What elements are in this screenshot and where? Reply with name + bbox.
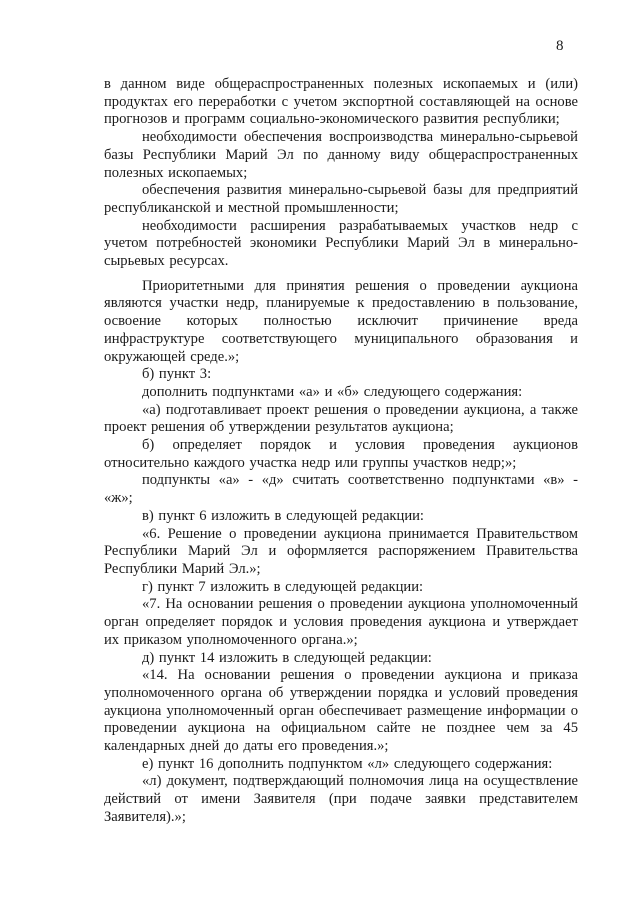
paragraph-16: «14. На основании решения о проведении аукциона и приказа уполномоченного органа об утверждении порядка и условий проведения аукциона уполномоченный орган обеспечивает размещение информации о проведении аукциона на официальном сайте не позднее чем за 45 календарных дней до даты его проведения.»; bbox=[104, 667, 578, 755]
paragraph-7: дополнить подпунктами «а» и «б» следующего содержания: bbox=[142, 383, 523, 400]
paragraph-8: «а) подготавливает проект решения о проведении аукциона, а также проект решения об утверждении результатов аукциона; bbox=[104, 401, 578, 436]
paragraph-3: обеспечения развития минерально-сырьевой базы для предприятий республиканской и местной промышленности; bbox=[104, 182, 578, 216]
paragraph-4: необходимости расширения разрабатываемых участков недр с учетом потребностей экономики Республики Марий Эл в минерально-сырьевых ресурсах. bbox=[104, 217, 578, 270]
paragraph-6: б) пункт 3: bbox=[142, 366, 212, 383]
paragraph-14: «7. На основании решения о проведении аукциона уполномоченный орган определяет порядок и условия проведения аукциона и утверждает их приказом уполномоченного органа.»; bbox=[104, 596, 578, 648]
paragraph-1: в данном виде общераспространенных полезных ископаемых и (или) продуктах его переработки с учетом экспортной составляющей на основе прогнозов и программ социально-экономического развития республики; bbox=[104, 76, 578, 128]
paragraph-2: необходимости обеспечения воспроизводства минерально-сырьевой базы Республики Марий Эл по данному виду общераспространенных полезных ископаемых; bbox=[104, 129, 578, 181]
paragraph-11: в) пункт 6 изложить в следующей редакции: bbox=[142, 507, 424, 524]
paragraph-10: подпункты «а» - «д» считать соответственно подпунктами «в» - «ж»; bbox=[104, 472, 578, 507]
page-number: 8 bbox=[556, 38, 564, 54]
document-body bbox=[104, 76, 578, 827]
paragraph-9: б) определяет порядок и условия проведения аукционов относительно каждого участка недр или группы участков недр;»; bbox=[104, 437, 578, 471]
paragraph-15: д) пункт 14 изложить в следующей редакции: bbox=[142, 649, 432, 666]
paragraph-13: г) пункт 7 изложить в следующей редакции: bbox=[142, 578, 424, 595]
paragraph-17: е) пункт 16 дополнить подпунктом «л» следующего содержания: bbox=[142, 755, 553, 772]
paragraph-18: «л) документ, подтверждающий полномочия лица на осуществление действий от имени Заявителя (при подаче заявки представителем Заявителя).»; bbox=[104, 773, 578, 825]
paragraph-12: «6. Решение о проведении аукциона принимается Правительством Республики Марий Эл и оформляется распоряжением Правительства Республики Марий Эл.»; bbox=[104, 525, 578, 577]
paragraph-5: Приоритетными для принятия решения о проведении аукциона являются участки недр, планируемые к предоставлению в пользование, освоение которых полностью исключит причинение вреда инфраструктуре соответствующего муниципального образования и окружающей среде.»; bbox=[104, 277, 578, 365]
